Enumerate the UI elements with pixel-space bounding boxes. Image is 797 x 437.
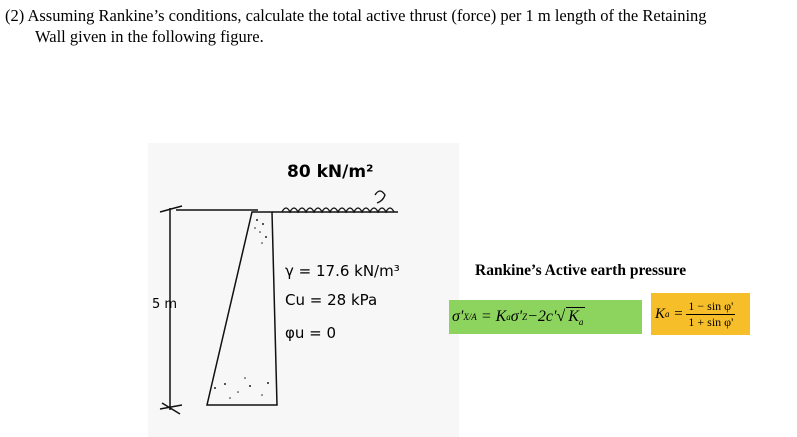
- eq-equals: =: [476, 308, 496, 325]
- eq-minus-2c: −2c': [527, 308, 557, 325]
- eq-k-sub: a: [506, 312, 511, 322]
- question-line-1: (2) Assuming Rankine’s conditions, calculate the total active thrust (force) per 1 m length of the Retaining: [5, 6, 707, 25]
- height-label: 5 m: [152, 297, 178, 312]
- eq-sqrt-k: K: [568, 307, 579, 325]
- sqrt-content: [566, 307, 585, 327]
- eq-sigma-z: σ': [510, 308, 523, 325]
- active-pressure-equation: [449, 300, 642, 334]
- surcharge-load: [282, 208, 394, 212]
- eq-lhs: σ': [452, 308, 464, 325]
- eq-lhs-sub: X/A: [463, 312, 477, 322]
- cohesion-label: Cu = 28 kPa: [285, 291, 378, 309]
- top-tick: [160, 206, 182, 212]
- surcharge-mark: [375, 191, 385, 203]
- wall-texture: [214, 219, 269, 399]
- ka-fraction: [686, 299, 735, 330]
- friction-angle-label: φu = 0: [285, 324, 337, 342]
- unit-weight-label: γ = 17.6 kN/m³: [285, 262, 400, 280]
- question-line-2: Wall given in the following figure.: [35, 27, 264, 46]
- ka-sub: a: [665, 309, 670, 319]
- ka-numerator: 1 − sin φ': [688, 298, 734, 313]
- ka-denominator: 1 + sin φ': [688, 314, 734, 329]
- rankine-title: Rankine’s Active earth pressure: [475, 262, 687, 279]
- ka-label: K: [655, 305, 666, 322]
- retaining-wall: [207, 212, 277, 405]
- eq-sqrt-k-sub: a: [578, 317, 584, 328]
- eq-k: K: [495, 308, 507, 325]
- eq-sigma-z-sub: Z: [522, 312, 528, 322]
- ka-equals: =: [669, 305, 684, 322]
- surcharge-label: 80 kN/m²: [287, 162, 374, 182]
- sqrt-icon: √: [556, 308, 566, 325]
- ka-formula: [651, 293, 750, 335]
